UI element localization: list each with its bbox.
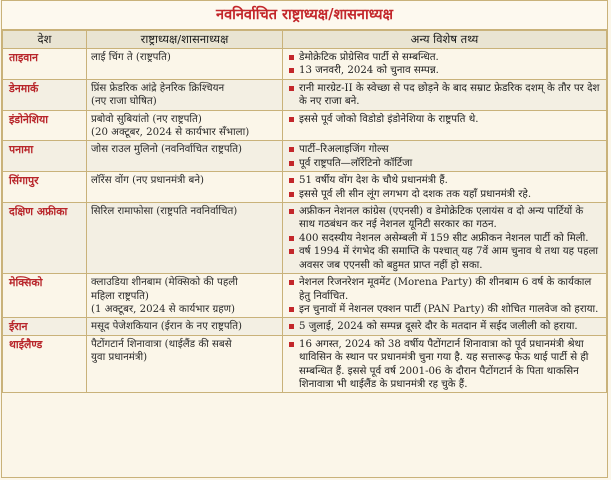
facts-cell [283,49,607,80]
facts-list [287,320,602,333]
leader-line: (नए राजा घोषित) [91,96,157,108]
facts-list [287,205,602,272]
table-body [3,49,607,393]
leader-cell [87,318,283,335]
fact-item: इससे पूर्व जोको विडोडो इंडोनेशिया के राष्ट्रपति थे. [287,113,602,126]
table-row [3,49,607,80]
leader-line: (1 अक्टूबर, 2024 से कार्यभार ग्रहण) [91,303,235,315]
table-row [3,274,607,318]
leader-cell [87,335,283,393]
fact-item: पार्टी–रिअलाइजिंग गोल्स [287,143,602,156]
column-header-facts: अन्य विशेष तथ्य [283,31,607,49]
column-header-country: देश [3,31,87,49]
country-cell: पनामा [3,141,87,172]
leader-cell [87,203,283,274]
table-row [3,318,607,335]
fact-item: नेशनल रिजनरेशन मूवमेंट (Morena Party) की शीनबाम 6 वर्ष के कार्यकाल हेतु निर्वाचित. [287,276,602,303]
facts-list [287,113,602,126]
leader-line: सिरिल रामाफोसा (राष्ट्रपति नवनिर्वाचित) [91,206,238,218]
table-row [3,79,607,110]
column-header-leader: राष्ट्राध्यक्ष/शासनाध्यक्ष [87,31,283,49]
facts-list [287,143,602,170]
leader-cell [87,110,283,141]
leaders-table-panel [1,0,608,478]
fact-item: 13 जनवरी, 2024 को चुनाव सम्पन्न. [287,64,602,77]
facts-list [287,51,602,78]
leader-cell [87,141,283,172]
facts-list [287,174,602,201]
leader-line: महिला राष्ट्रपति) [91,290,149,302]
fact-item: रानी मारग्रेट-II के स्वेच्छा से पद छोड़ने के बाद सम्राट फ्रेडरिक दशम् के तौर पर देश के नए राजा बने. [287,82,602,109]
facts-cell [283,172,607,203]
leader-cell [87,79,283,110]
fact-item: पूर्व राष्ट्रपति—लॉरेंटिनो कॉर्टिजा [287,157,602,170]
table-row [3,335,607,393]
leader-line: लाई चिंग ते (राष्ट्रपति) [91,52,171,63]
facts-list [287,276,602,316]
table-row [3,203,607,274]
fact-item: इससे पूर्व ली सीन लूंग लगभग दो दशक तक यहाँ प्रधानमंत्री रहे. [287,188,602,201]
country-cell: सिंगापुर [3,172,87,203]
leader-line: प्रिंस फ्रेडरिक आंद्रे हेनरिक क्रिश्चियन [91,82,225,94]
fact-item: 51 वर्षीय वोंग देश के चौथे प्रधानमंत्री हैं. [287,174,602,187]
leaders-table [2,30,607,393]
facts-cell [283,79,607,110]
country-cell: ताइवान [3,49,87,80]
country-cell: थाईलैण्ड [3,335,87,393]
leader-line: मसूद पेजेशकियान (ईरान के नए राष्ट्रपति) [91,321,243,333]
table-header-row [3,31,607,49]
facts-cell [283,318,607,335]
facts-list [287,338,602,392]
table-row [3,110,607,141]
fact-item: डेमोक्रेटिक प्रोग्रेसिव पार्टी से सम्बन्धित. [287,51,602,64]
facts-cell [283,141,607,172]
leader-line: क्लाउडिया शीनबाम (मेक्सिको की पहली [91,277,238,289]
leader-cell [87,49,283,80]
fact-item: 5 जुलाई, 2024 को सम्पन्न दूसरे दौर के मतदान में सईद जलीली को हराया. [287,320,602,333]
facts-cell [283,203,607,274]
country-cell: मेक्सिको [3,274,87,318]
country-cell: दक्षिण अफ्रीका [3,203,87,274]
table-row [3,141,607,172]
leader-cell [87,172,283,203]
country-cell: इंडोनेशिया [3,110,87,141]
leader-line: पैटोंगटार्न शिनावात्रा (थाईलैंड की सबसे [91,338,232,350]
leader-line: लॉरेंस वोंग (नए प्रधानमंत्री बने) [91,175,205,187]
leader-cell [87,274,283,318]
country-cell: डेनमार्क [3,79,87,110]
fact-item: इन चुनावों में नेशनल एक्शन पार्टी (PAN Party) की शोचित गालवेज को हराया. [287,303,602,316]
table-row [3,172,607,203]
country-cell: ईरान [3,318,87,335]
leader-line: प्रबोवो सुबियांतो (नए राष्ट्रपति) [91,113,202,125]
leader-line: जोस राउल मुलिनो (नवनिर्वाचित राष्ट्रपति) [91,144,243,156]
panel-title: नवनिर्वाचित राष्ट्राध्यक्ष/शासनाध्यक्ष [2,1,607,30]
fact-item: 400 सदस्यीय नेशनल असेम्बली में 159 सीट अफ्रीकन नेशनल पार्टी को मिली. [287,232,602,245]
fact-item: अफ्रीकन नेशनल कांग्रेस (एएनसी) व डेमोक्रेटिक एलायंस व दो अन्य पार्टियों के साथ गठबंधन कर नई नेशनल यूनिटी सरकार का गठन. [287,205,602,232]
facts-cell [283,274,607,318]
leader-line: (20 अक्टूबर, 2024 से कार्यभार सँभाला) [91,127,250,139]
leader-line: युवा प्रधानमंत्री) [91,352,148,364]
fact-item: वर्ष 1994 में रंगभेद की समाप्ति के पश्चात् यह 7वें आम चुनाव थे तथा यह पहला अवसर जब एएनसी को बहुमत प्राप्त नहीं हो सका. [287,245,602,272]
fact-item: 16 अगस्त, 2024 को 38 वर्षीय पैटोंगटार्न शिनावात्रा को पूर्व प्रधानमंत्री श्रेथा थाविसिन के स्थान पर प्रधानमंत्री चुना गया है. यह सत्तारूढ़ फेऊ थाई पार्टी से ही सम्बन्धित हैं. इससे पूर्व वर्ष 2001-06 के दौरान पैटोंगटार्न के पिता थाकसिन शिनावात्रा भी थाईलैंड के प्रधानमंत्री रह चुके हैं. [287,338,602,392]
facts-list [287,82,602,109]
facts-cell [283,110,607,141]
facts-cell [283,335,607,393]
